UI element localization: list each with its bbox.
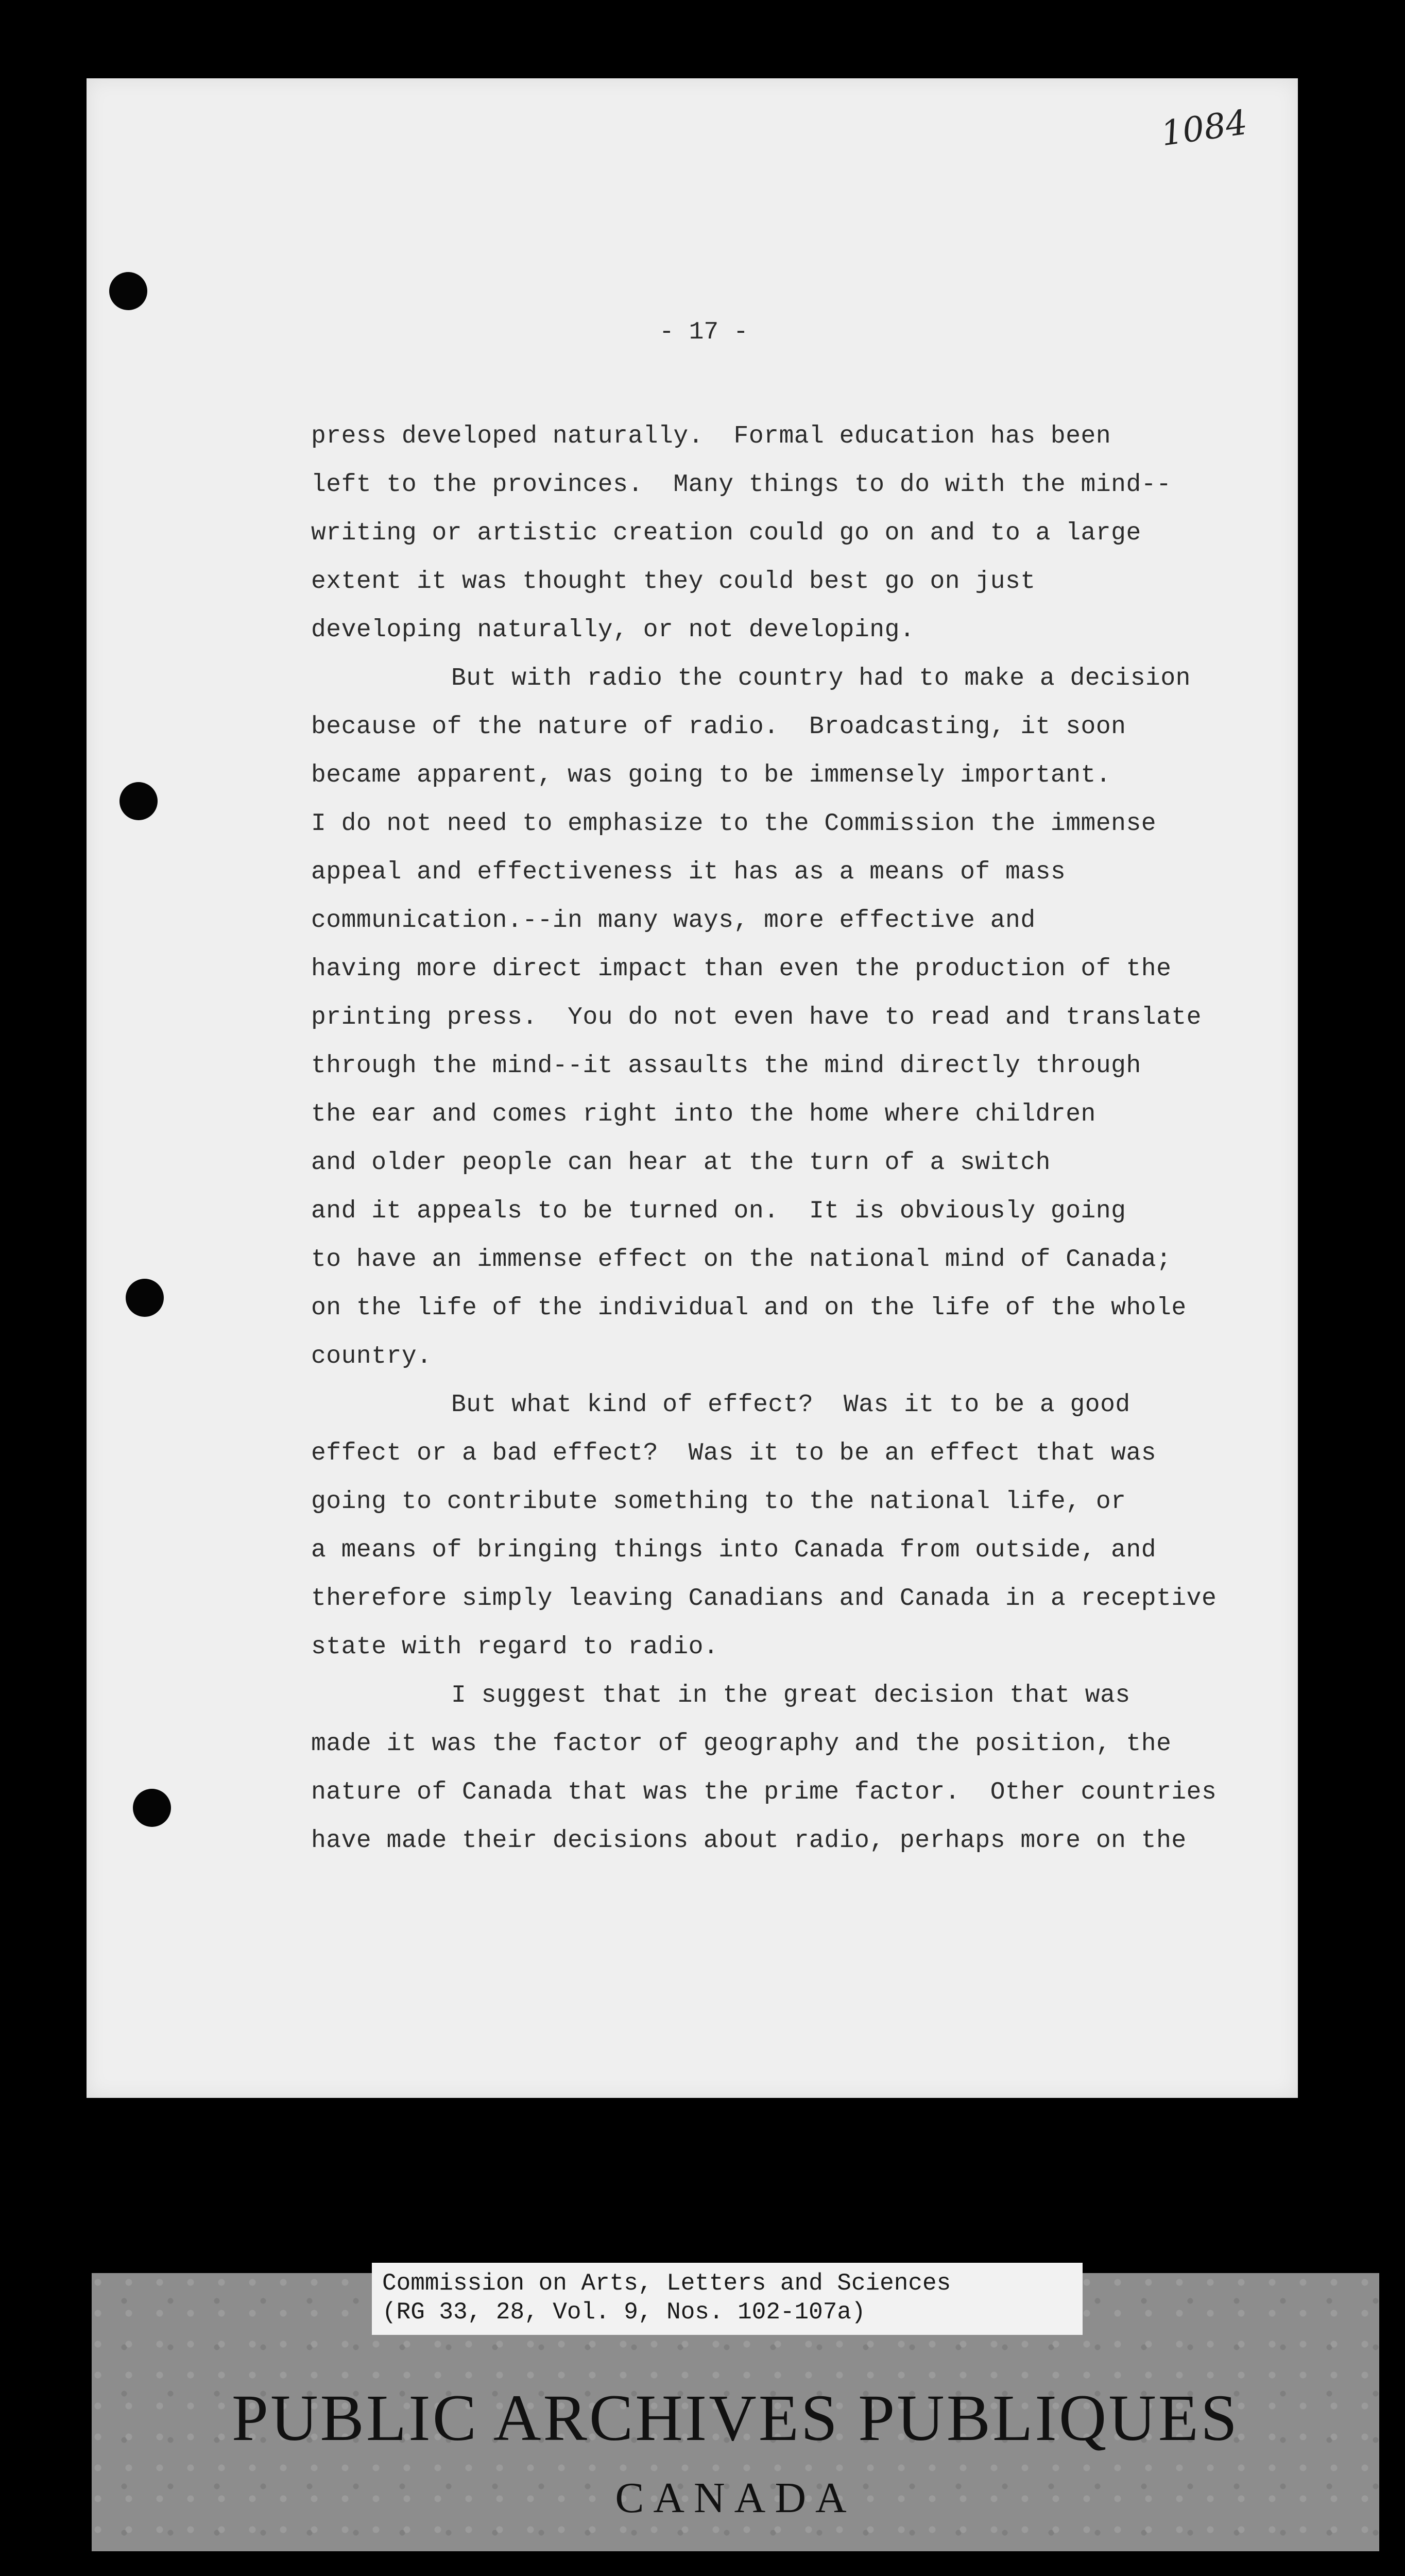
punch-hole-2 [119, 782, 158, 820]
text-line: to have an immense effect on the national mind of Canada; [311, 1246, 1172, 1274]
text-line: because of the nature of radio. Broadcasting, it soon [311, 713, 1126, 741]
text-line: appeal and effectiveness it has as a means of mass [311, 858, 1066, 886]
text-line: therefore simply leaving Canadians and Canada in a receptive [311, 1585, 1217, 1613]
paragraph-start-line: I suggest that in the great decision that was [451, 1682, 1130, 1709]
text-line: writing or artistic creation could go on and to a large [311, 519, 1141, 547]
catalog-title: Commission on Arts, Letters and Sciences [382, 2270, 951, 2297]
text-line: nature of Canada that was the prime factor. Other countries [311, 1778, 1217, 1806]
text-line: state with regard to radio. [311, 1633, 719, 1661]
text-line: effect or a bad effect? Was it to be an effect that was [311, 1439, 1157, 1467]
text-line: and older people can hear at the turn of a switch [311, 1149, 1051, 1177]
text-line: press developed naturally. Formal education has been [311, 422, 1111, 450]
catalog-reference: (RG 33, 28, Vol. 9, Nos. 102-107a) [382, 2299, 866, 2326]
text-line: going to contribute something to the national life, or [311, 1488, 1126, 1516]
page-number: - 17 - [659, 318, 748, 346]
text-line: communication.--in many ways, more effective and [311, 907, 1036, 935]
handwritten-page-number: 1084 [1158, 102, 1250, 154]
catalog-card [372, 2263, 1083, 2335]
text-line: having more direct impact than even the production of the [311, 955, 1172, 983]
text-line: the ear and comes right into the home where children [311, 1100, 1096, 1128]
text-line: a means of bringing things into Canada from outside, and [311, 1536, 1157, 1564]
text-line: have made their decisions about radio, perhaps more on the [311, 1827, 1187, 1855]
text-line: became apparent, was going to be immensely important. [311, 761, 1111, 789]
paragraph-start-line: But with radio the country had to make a decision [451, 665, 1191, 692]
punch-hole-3 [126, 1279, 164, 1317]
text-line: left to the provinces. Many things to do with the mind-- [311, 471, 1172, 499]
text-line: on the life of the individual and on the life of the whole [311, 1294, 1187, 1322]
paragraph-start-line: But what kind of effect? Was it to be a good [451, 1391, 1130, 1419]
text-line: printing press. You do not even have to read and translate [311, 1004, 1202, 1031]
text-line: country. [311, 1343, 432, 1370]
archives-title: PUBLIC ARCHIVES PUBLIQUES [231, 2381, 1240, 2454]
text-line: and it appeals to be turned on. It is obviously going [311, 1197, 1126, 1225]
punch-hole-4 [133, 1789, 171, 1827]
text-line: extent it was thought they could best go on just [311, 568, 1036, 596]
text-line: I do not need to emphasize to the Commission the immense [311, 810, 1157, 838]
text-line: developing naturally, or not developing. [311, 616, 915, 644]
archives-country: CANADA [615, 2474, 856, 2522]
typed-body-text [311, 412, 1217, 1865]
text-line: made it was the factor of geography and the position, the [311, 1730, 1172, 1758]
text-line: through the mind--it assaults the mind directly through [311, 1052, 1141, 1080]
punch-hole-1 [109, 272, 147, 310]
